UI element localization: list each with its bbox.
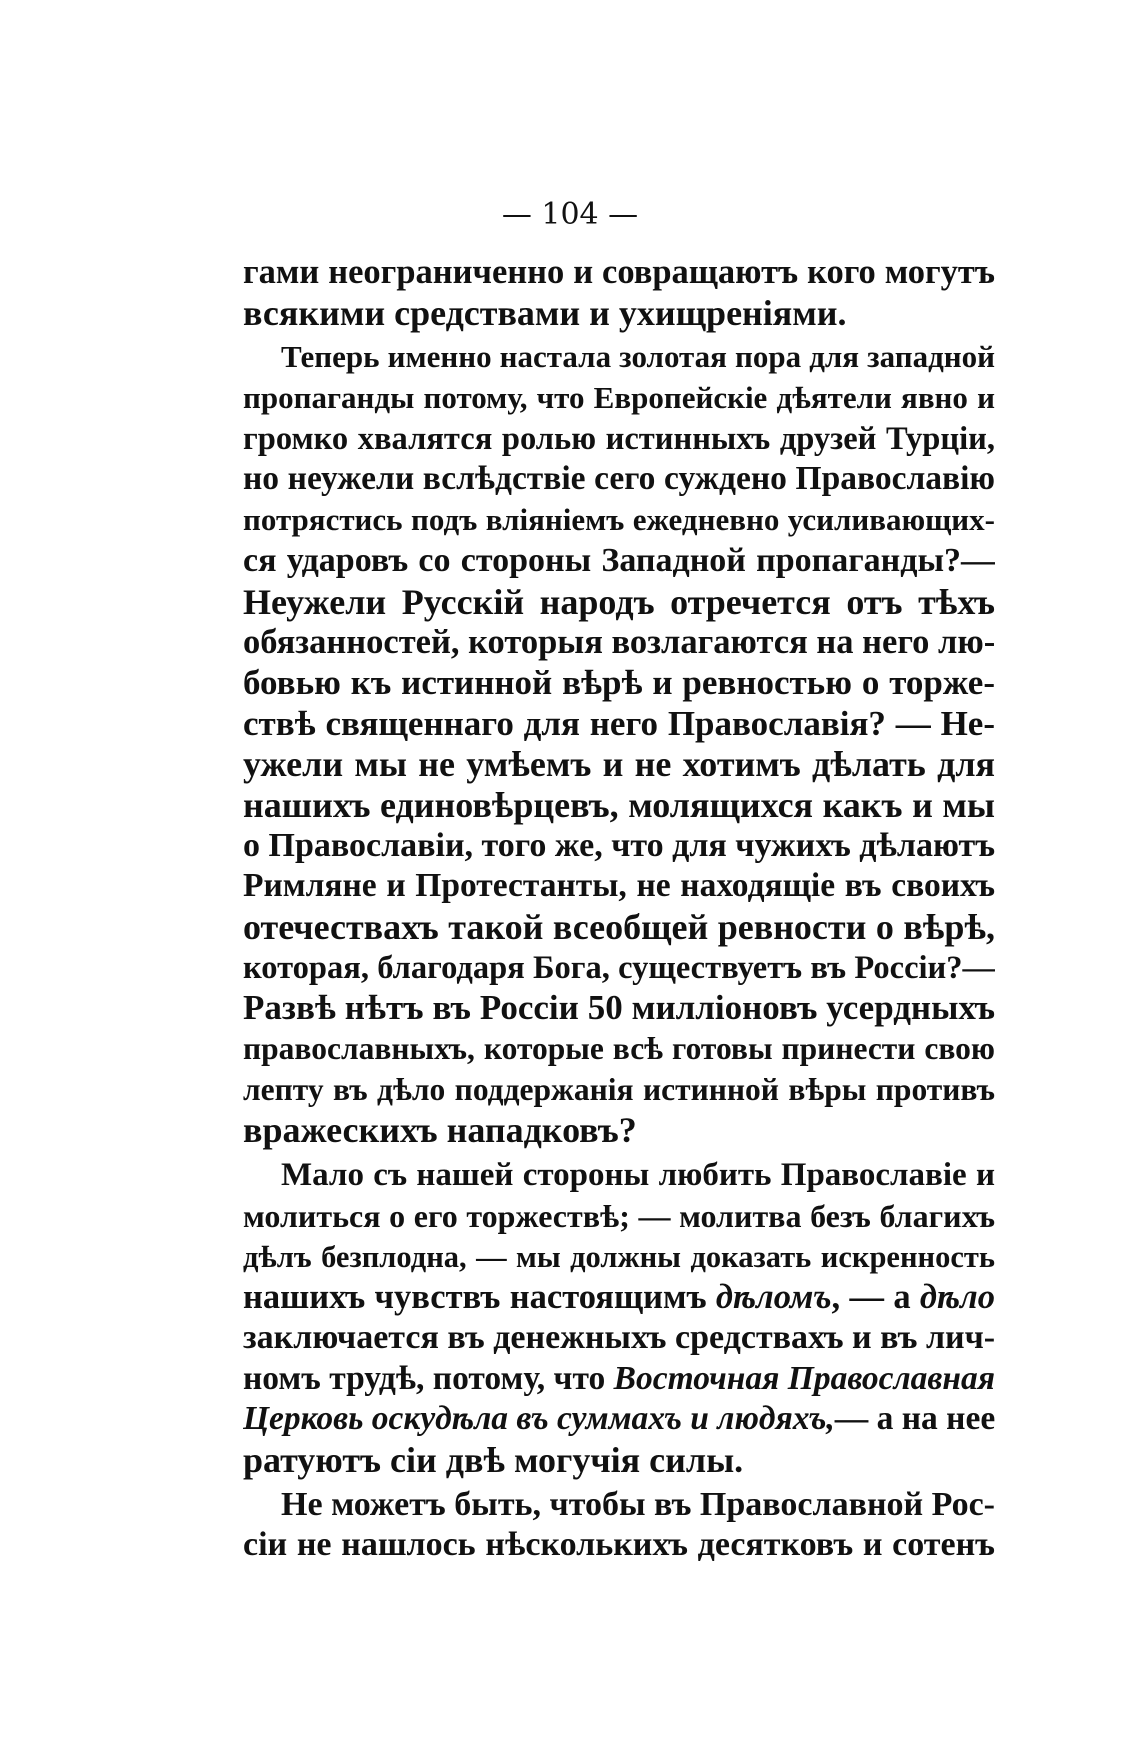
text-line: дѣлъ безплодна, — мы должны доказать искренность bbox=[243, 1239, 995, 1274]
text-line: заключается въ денежныхъ средствахъ и въ лич- bbox=[243, 1318, 995, 1356]
text-line: ужели мы не умѣемъ и не хотимъ дѣлать для bbox=[243, 744, 995, 785]
paragraph-2 bbox=[243, 337, 995, 1151]
text-line: молиться о его торжествѣ; — молитва безъ благихъ bbox=[243, 1197, 995, 1234]
text-run: , — а bbox=[831, 1278, 920, 1317]
italic-run: Восточная Православная bbox=[613, 1359, 995, 1397]
text-run: номъ трудѣ, потому, что bbox=[243, 1359, 614, 1397]
paragraph-3 bbox=[243, 1155, 995, 1481]
text-line: которая, благодаря Бога, существуетъ въ Россіи?— bbox=[243, 949, 995, 986]
text-line: Развѣ нѣтъ въ Россіи 50 милліоновъ усердныхъ bbox=[243, 988, 995, 1028]
paragraph-1 bbox=[243, 252, 995, 333]
text-run: — а на нее bbox=[834, 1400, 995, 1438]
text-line: Мало съ нашей стороны любить Православіе и bbox=[281, 1157, 995, 1194]
paragraph-4 bbox=[243, 1485, 995, 1566]
text-line: гами неограниченно и совращаютъ кого могутъ bbox=[243, 253, 995, 291]
text-line bbox=[243, 1277, 995, 1318]
text-line: сіи не нашлось нѣсколькихъ десятковъ и сотенъ bbox=[243, 1526, 995, 1564]
text-line: потрястись подъ вліяніемъ ежедневно усиливающих- bbox=[243, 502, 995, 538]
page-number: — 104 — bbox=[501, 197, 639, 232]
text-line: ся ударовъ со стороны Западной пропаганды?— bbox=[243, 541, 995, 579]
text-line bbox=[243, 1359, 995, 1400]
text-line: ствѣ священнаго для него Православія? — Не- bbox=[243, 703, 995, 743]
body-text bbox=[243, 252, 995, 1566]
italic-run: Церковь оскудѣла въ суммахъ и людяхъ, bbox=[243, 1400, 835, 1438]
text-line: бовью къ истинной вѣрѣ и ревностью о торже- bbox=[243, 662, 995, 702]
text-line: о Православіи, того же, что для чужихъ дѣлаютъ bbox=[243, 826, 995, 864]
text-line bbox=[243, 1399, 995, 1440]
text-line: нашихъ единовѣрцевъ, молящихся какъ и мы bbox=[243, 784, 995, 825]
text-line: Теперь именно настала золотая пора для западной bbox=[281, 339, 995, 375]
text-line: Неужели Русскій народъ отречется отъ тѣхъ bbox=[243, 581, 995, 622]
text-run: нашихъ чувствъ настоящимъ bbox=[243, 1278, 716, 1317]
italic-run: дѣло bbox=[919, 1278, 995, 1317]
text-line: обязанностей, которыя возлагаются на него лю- bbox=[243, 623, 995, 662]
text-line: пропаганды потому, что Европейскіе дѣятели явно и bbox=[243, 380, 995, 416]
text-line: но неужели вслѣдствіе сего суждено Православію bbox=[243, 460, 995, 498]
text-line: православныхъ, которые всѣ готовы принести свою bbox=[243, 1031, 995, 1067]
text-line: ратуютъ сіи двѣ могучія силы. bbox=[243, 1439, 744, 1480]
text-line: лепту въ дѣло поддержанія истинной вѣры противъ bbox=[243, 1071, 995, 1107]
text-line: Не можетъ быть, чтобы въ Православной Рос- bbox=[281, 1485, 995, 1523]
italic-run: дѣломъ bbox=[715, 1278, 832, 1317]
text-line: Римляне и Протестанты, не находящіе въ своихъ bbox=[243, 867, 995, 905]
text-line: вражескихъ нападковъ? bbox=[243, 1110, 637, 1151]
text-line: всякими средствами и ухищреніями. bbox=[243, 292, 847, 333]
text-line: громко хвалятся ролью истинныхъ друзей Турціи, bbox=[243, 420, 995, 457]
text-line: отечествахъ такой всеобщей ревности о вѣрѣ, bbox=[243, 907, 995, 947]
